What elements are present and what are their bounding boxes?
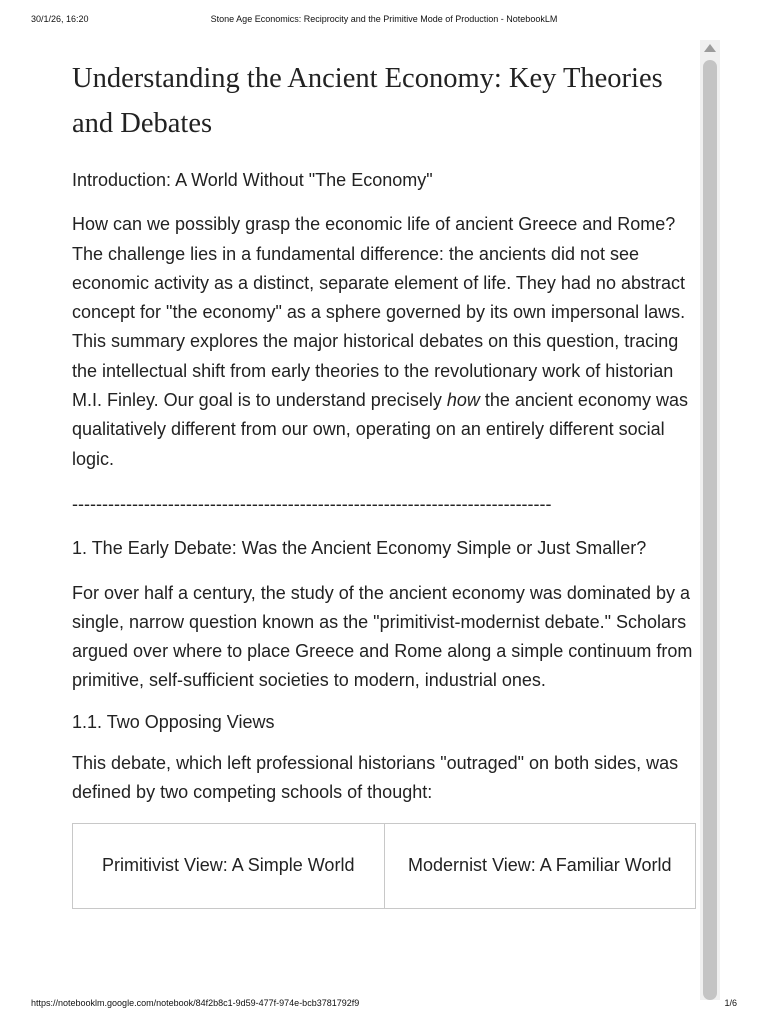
section-divider: --------------------------------------------------------------------------------: [72, 493, 552, 514]
comparison-table: [72, 823, 696, 909]
table-row: [73, 823, 696, 908]
print-page-title: Stone Age Economics: Reciprocity and the Primitive Mode of Production - NotebookLM: [210, 14, 558, 24]
intro-text-end: the ancient economy was qualitatively different from our own, operating on an entirely different social logic.: [72, 390, 688, 469]
scroll-thumb[interactable]: [703, 60, 717, 1000]
print-header: [0, 14, 768, 28]
print-datetime: 30/1/26, 16:20: [31, 14, 89, 24]
intro-heading: Introduction: A World Without "The Economy": [72, 170, 433, 190]
print-footer: [0, 998, 768, 1012]
section-paragraph: For over half a century, the study of the ancient economy was dominated by a single, narrow question known as the "primitivist-modernist debate." Scholars argued over where to place Greece and Rome along a simple continuum from primitive, self-sufficient societies to modern, industrial ones.: [72, 582, 693, 691]
document-content: [72, 56, 698, 909]
vertical-scrollbar[interactable]: [700, 40, 720, 1000]
intro-text-start: How can we possibly grasp the economic life of ancient Greece and Rome? The challenge lies in a fundamental difference: the ancients did not see economic activity as a distinct, separate element of life. They had no abstract concept for "the economy" as a sphere governed by its own impersonal laws. This summary explores the major historical debates on this question, tracing the intellectual shift from early theories to the revolutionary work of historian M.I. Finley. Our goal is to understand precisely: [72, 214, 686, 411]
intro-paragraph: [72, 210, 698, 474]
scroll-up-arrow-icon[interactable]: [704, 44, 716, 52]
print-url: https://notebooklm.google.com/notebook/84f2b8c1-9d59-477f-974e-bcb3781792f9: [31, 998, 360, 1008]
intro-emphasis: how: [446, 390, 480, 411]
print-page-number: 1/6: [724, 998, 737, 1008]
table-cell-modernist: Modernist View: A Familiar World: [384, 823, 696, 908]
table-cell-primitivist: Primitivist View: A Simple World: [73, 823, 385, 908]
subsection-paragraph: This debate, which left professional historians "outraged" on both sides, was defined by two competing schools of thought:: [72, 753, 679, 803]
section-heading: 1. The Early Debate: Was the Ancient Economy Simple or Just Smaller?: [72, 538, 647, 559]
document-title: Understanding the Ancient Economy: Key Theories and Debates: [72, 63, 663, 139]
subsection-heading: 1.1. Two Opposing Views: [72, 711, 275, 732]
